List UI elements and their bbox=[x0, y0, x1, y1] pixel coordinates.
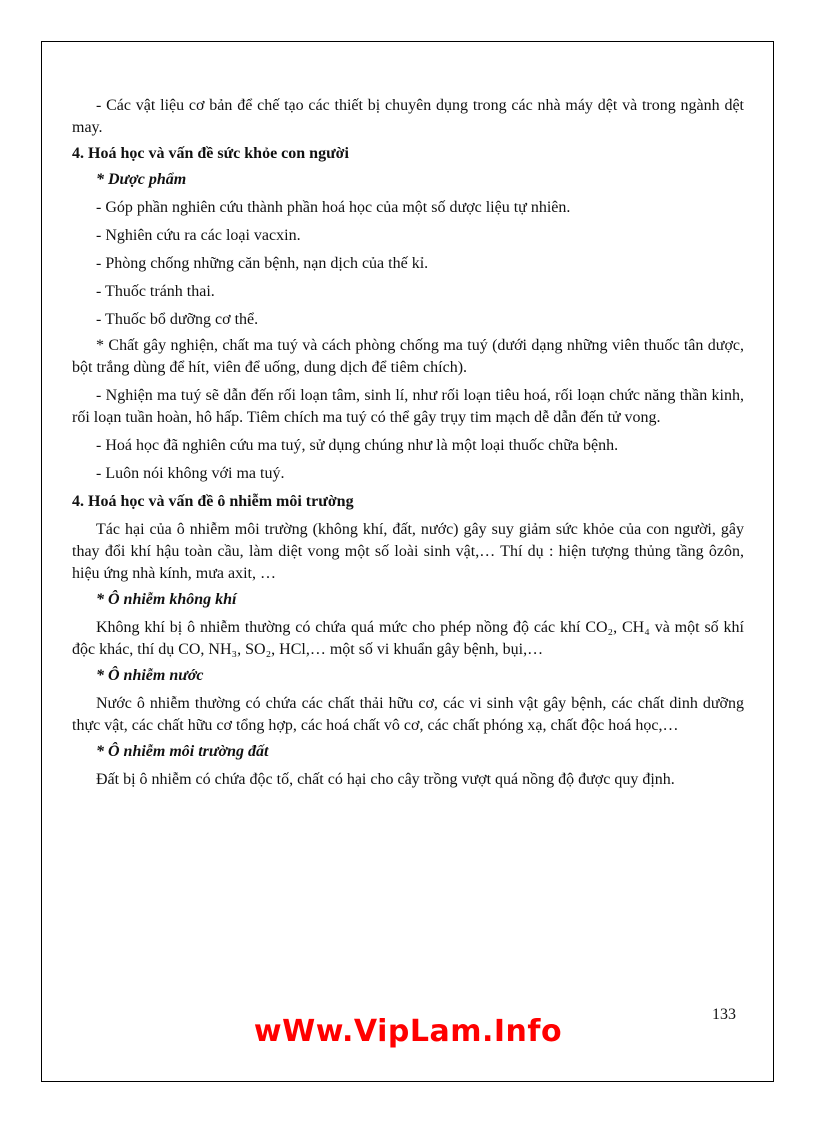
paragraph-soil-pollution: Đất bị ô nhiễm có chứa độc tố, chất có hại cho cây trồng vượt quá nồng độ được quy định. bbox=[96, 771, 675, 788]
paragraph-pollution-harm: Tác hại của ô nhiễm môi trường (không khí, đất, nước) gây suy giảm sức khỏe của con người, gây thay đổi khí hậu toàn cầu, làm diệt vong một số loài sinh vật,… Thí dụ : hiện tượng thủng tầng ôzôn, hiệu ứng nhà kính, mưa axit, … bbox=[72, 521, 744, 582]
list-item: - Nghiên cứu ra các loại vacxin. bbox=[96, 227, 301, 244]
document-body bbox=[72, 95, 744, 791]
paragraph-water-pollution: Nước ô nhiễm thường có chứa các chất thải hữu cơ, các vi sinh vật gây bệnh, các chất dinh dưỡng thực vật, các chất hữu cơ tổng hợp, các hoá chất vô cơ, các chất phóng xạ, chất độc hoá học,… bbox=[72, 695, 744, 734]
list-item: - Góp phần nghiên cứu thành phần hoá học của một số dược liệu tự nhiên. bbox=[96, 199, 571, 216]
paragraph-air-pollution: Không khí bị ô nhiễm thường có chứa quá mức cho phép nồng độ các khí CO₂, CH₄ và một số khí độc khác, thí dụ CO, NH₃, SO₂, HCl,… một số vi khuẩn gây bệnh, bụi,… bbox=[72, 619, 744, 658]
list-item: - Thuốc tránh thai. bbox=[96, 283, 215, 300]
page-number: 133 bbox=[712, 1006, 736, 1023]
heading-health: 4. Hoá học và vấn đề sức khỏe con người bbox=[72, 145, 349, 162]
watermark: wWw.VipLam.Info bbox=[253, 1014, 563, 1049]
list-item: - Thuốc bổ dưỡng cơ thể. bbox=[96, 311, 259, 328]
paragraph-drugs: * Chất gây nghiện, chất ma tuý và cách phòng chống ma tuý (dưới dạng những viên thuốc tân dược, bột trắng dùng để hít, viên để uống, dung dịch để tiêm chích). bbox=[72, 337, 744, 376]
subheading-air-pollution: * Ô nhiễm không khí bbox=[96, 591, 237, 608]
subheading-water-pollution: * Ô nhiễm nước bbox=[96, 667, 204, 684]
paragraph-drug-research: - Hoá học đã nghiên cứu ma tuý, sử dụng chúng như là một loại thuốc chữa bệnh. bbox=[96, 437, 619, 454]
list-item: - Phòng chống những căn bệnh, nạn dịch của thế kỉ. bbox=[96, 255, 429, 272]
subheading-pharmaceuticals: * Dược phẩm bbox=[96, 171, 187, 188]
heading-pollution: 4. Hoá học và vấn đề ô nhiễm môi trường bbox=[72, 493, 354, 510]
paragraph-textile-materials: - Các vật liệu cơ bản để chế tạo các thiết bị chuyên dụng trong các nhà máy dệt và trong ngành dệt may. bbox=[72, 97, 744, 136]
paragraph-addiction: - Nghiện ma tuý sẽ dẫn đến rối loạn tâm, sinh lí, như rối loạn tiêu hoá, rối loạn chức năng thần kinh, rối loạn tuần hoàn, hô hấp. Tiêm chích ma tuý có thể gây trụy tim mạch dễ dẫn đến tử vong. bbox=[72, 387, 744, 426]
paragraph-say-no: - Luôn nói không với ma tuý. bbox=[96, 465, 285, 482]
subheading-soil-pollution: * Ô nhiễm môi trường đất bbox=[96, 743, 269, 760]
